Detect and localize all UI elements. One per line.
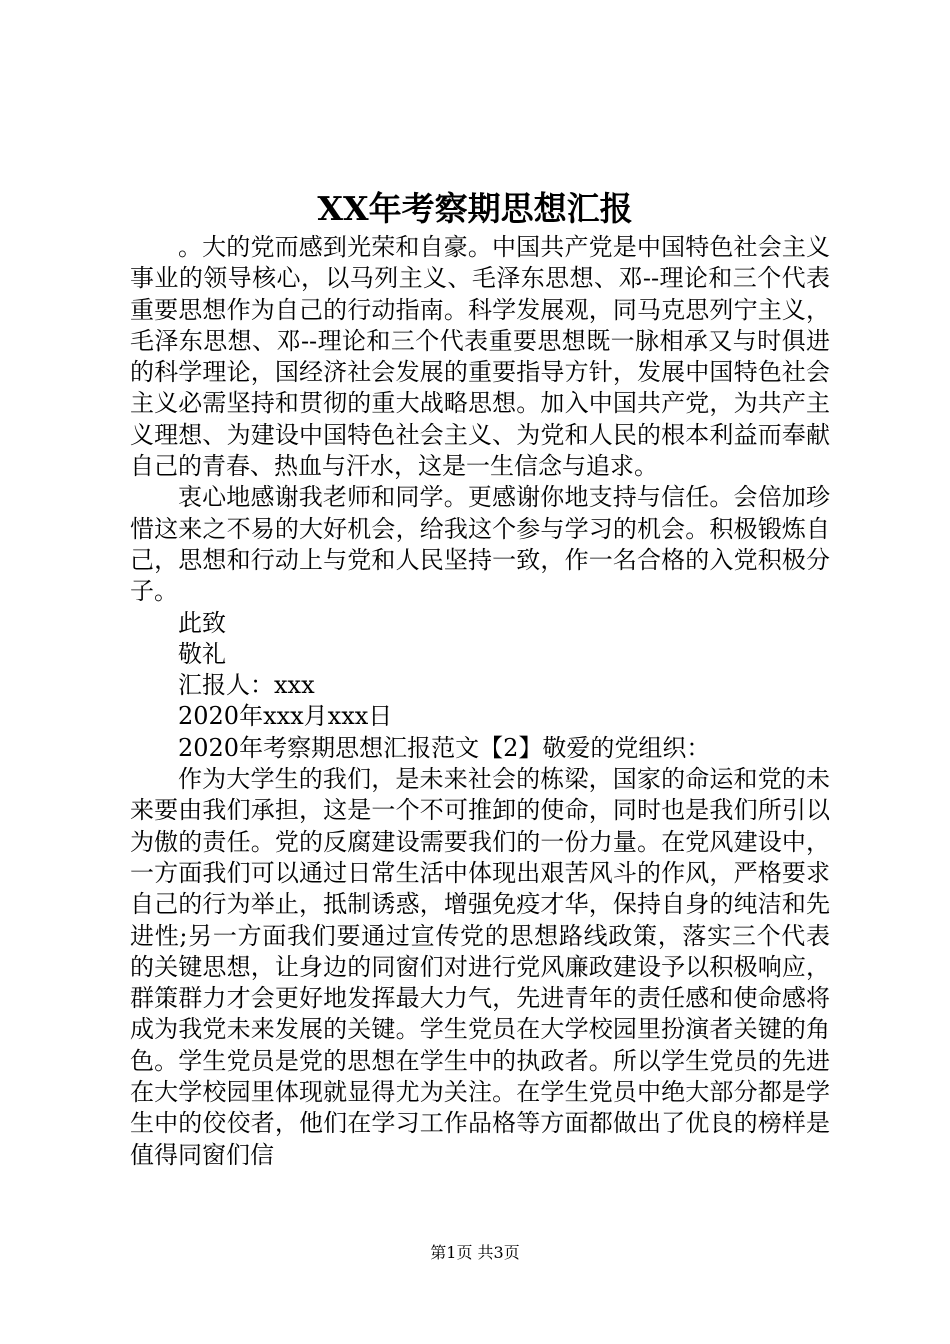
body-paragraph-1: 。大的党而感到光荣和自豪。中国共产党是中国特色社会主义事业的领导核心，以马列主义、毛泽东思想、邓--理论和三个代表重要思想作为自己的行动指南。科学发展观，同马克思列宁主义，毛泽东思想、邓--理论和三个代表重要思想既一脉相承又与时俱进的科学理论，国经济社会发展的重要指导方针，发展中国特色社会主义必需坚持和贯彻的重大战略思想。加入中国共产党，为共产主义理想、为建设中国特色社会主义、为党和人民的根本利益而奉献自己的青春、热血与汗水，这是一生信念与追求。 [130, 233, 830, 481]
reporter-line: 汇报人：xxx [178, 671, 315, 700]
date-line: 2020年xxx月xxx日 [178, 702, 393, 731]
document-title: XX年考察期思想汇报 [317, 189, 633, 228]
document-body [130, 232, 830, 1171]
section2-paragraph: 作为大学生的我们，是未来社会的栋梁，国家的命运和党的未来要由我们承担，这是一个不可推卸的使命，同时也是我们所引以为傲的责任。党的反腐建设需要我们的一份力量。在党风建设中，一方面我们可以通过日常生活中体现出艰苦风斗的作风，严格要求自己的行为举止，抵制诱惑，增强免疫才华，保持自身的纯洁和先进性;另一方面我们要通过宣传党的思想路线政策，落实三个代表的关键思想，让身边的同窗们对进行党风廉政建设予以积极响应，群策群力才会更好地发挥最大力气，先进青年的责任感和使命感将成为我党未来发展的关键。学生党员在大学校园里扮演者关键的角色。学生党员是党的思想在学生中的执政者。所以学生党员的先进在大学校园里体现就显得尤为关注。在学生党员中绝大部分都是学生中的佼佼者，他们在学习工作品格等方面都做出了优良的榜样是值得同窗们信 [130, 765, 830, 1169]
closing-salutation-1: 此致 [178, 608, 226, 637]
section2-heading: 2020年考察期思想汇报范文【2】敬爱的党组织： [178, 733, 711, 762]
body-paragraph-2: 衷心地感谢我老师和同学。更感谢你地支持与信任。会倍加珍惜这来之不易的大好机会，给我这个参与学习的机会。积极锻炼自己，思想和行动上与党和人民坚持一致，作一名合格的入党积极分子。 [130, 483, 830, 606]
closing-salutation-2: 敬礼 [178, 639, 226, 668]
page-number-footer: 第1页 共3页 [430, 1243, 520, 1262]
